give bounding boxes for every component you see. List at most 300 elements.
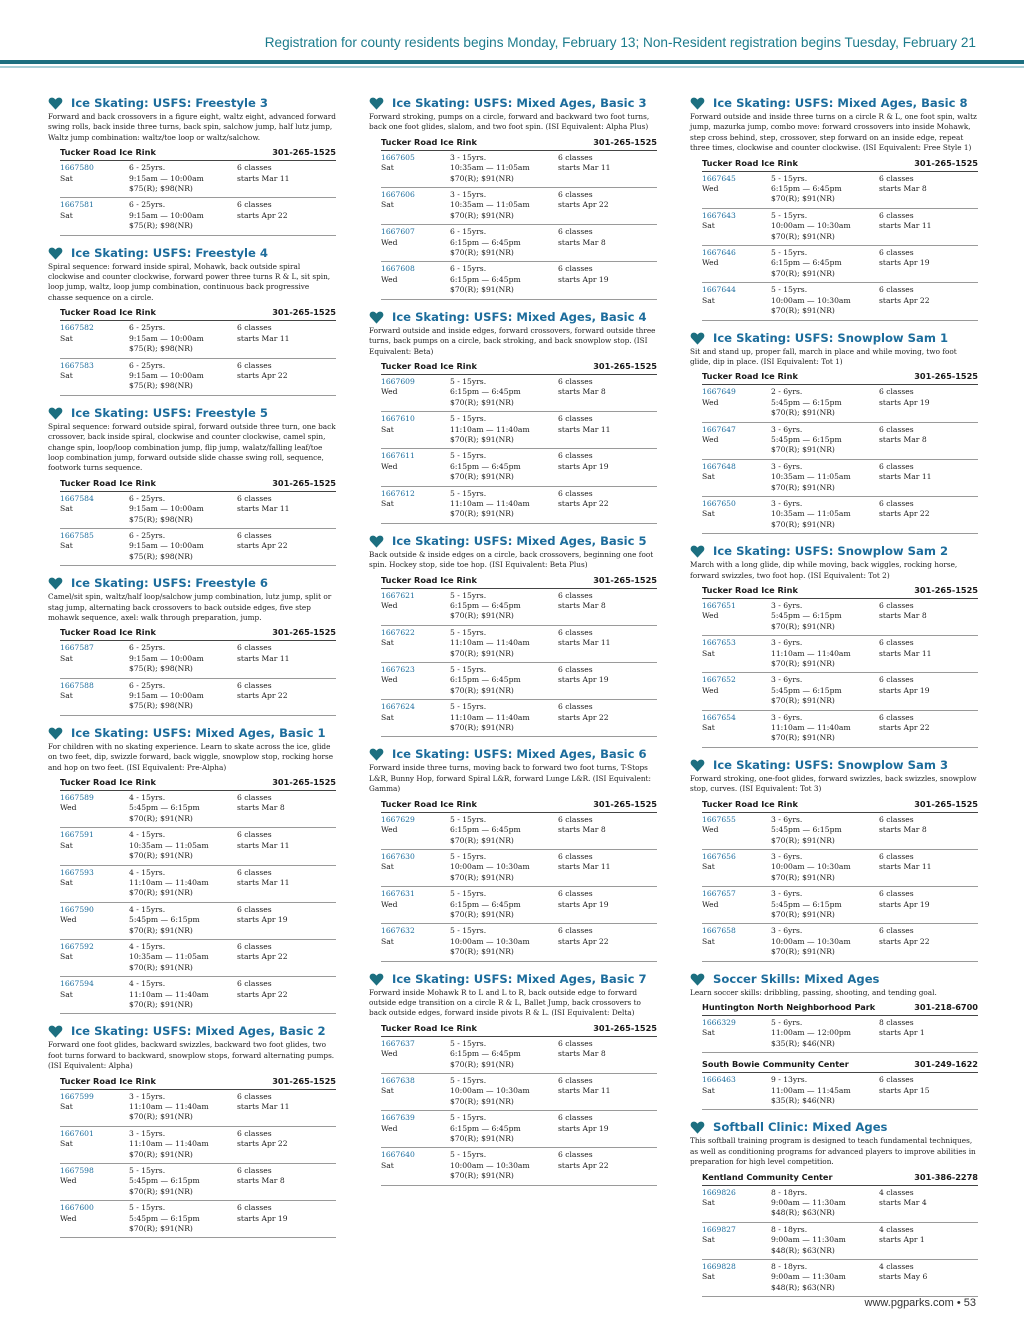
entry-code-day [60,361,129,392]
entry-schedule [558,227,657,258]
course-time: 10:00am — 10:30am [450,1160,530,1170]
program-section [48,406,336,566]
location-phone: 301-265-1525 [593,574,657,585]
course-start: starts Apr 22 [879,509,930,519]
entry-schedule [558,1113,657,1144]
program-title [690,544,978,559]
course-code: 1667622 [381,627,415,637]
class-entry [702,283,978,320]
location-phone: 301-265-1525 [272,307,336,318]
course-time: 6:15pm — 6:45pm [771,258,842,268]
registration-notice: Registration for county residents begins Monday, February 13; Non-Resident registration begins Tuesday, February 21 [264,35,976,50]
course-fee: $48(R); $63(NR) [771,1208,835,1218]
course-time: 11:10am — 11:40am [129,1139,209,1149]
location-phone: 301-265-1525 [272,627,336,638]
program-title [690,96,978,111]
course-ages: 3 - 15yrs. [129,1128,166,1138]
entry-code-day [60,905,129,936]
entry-code-day [702,462,771,493]
entry-details [771,852,879,883]
course-classes: 6 classes [558,264,593,274]
course-time: 9:15am — 10:00am [129,691,204,701]
entry-code-day [702,211,771,242]
course-fee: $70(R); $91(NR) [129,962,193,972]
course-ages: 6 - 25yrs. [129,643,166,653]
entry-details [129,323,237,354]
entry-code-day [702,638,771,669]
class-entry [381,850,657,887]
class-entry [381,924,657,961]
heart-icon [369,534,384,549]
course-code: 1667624 [381,702,415,712]
course-day: Wed [381,461,398,471]
course-fee: $70(R); $91(NR) [450,210,514,220]
class-entry [60,1164,336,1201]
course-fee: $70(R); $91(NR) [771,872,835,882]
class-entry [702,209,978,246]
course-time: 10:00am — 10:30am [771,221,851,231]
course-time: 10:00am — 10:30am [771,295,851,305]
course-time: 10:00am — 10:30am [771,862,851,872]
course-start: starts Mar 8 [879,611,927,621]
program-title [369,534,657,549]
course-day: Wed [381,274,398,284]
course-ages: 3 - 15yrs. [450,152,487,162]
course-ages: 5 - 15yrs. [450,1113,487,1123]
course-start: starts Apr 19 [879,685,930,695]
course-day: Sat [702,1272,715,1282]
entry-schedule [237,531,336,562]
course-ages: 3 - 6yrs. [771,814,803,824]
entry-details [129,531,237,562]
course-day: Sat [60,541,73,551]
location-name: Tucker Road Ice Rink [702,157,798,168]
course-classes: 6 classes [879,814,914,824]
entry-code-day [60,643,129,674]
location-name: Tucker Road Ice Rink [702,798,798,809]
course-ages: 3 - 6yrs. [771,601,803,610]
course-fee: $75(R); $98(NR) [129,184,193,194]
class-entry [60,679,336,716]
location-name: Tucker Road Ice Rink [60,477,156,488]
course-time: 9:15am — 10:00am [129,504,204,514]
entry-details [129,793,237,824]
course-fee: $75(R); $98(NR) [129,551,193,561]
entry-details [129,1166,237,1197]
entry-details [771,462,879,493]
course-fee: $75(R); $98(NR) [129,664,193,674]
course-ages: 4 - 15yrs. [129,830,166,840]
entry-details [771,1225,879,1256]
course-day: Sat [381,712,394,722]
class-entry [381,663,657,700]
course-classes: 6 classes [558,227,593,237]
course-code: 1667608 [381,264,415,274]
entry-schedule [558,451,657,482]
course-time: 9:00am — 11:30am [771,1198,846,1208]
course-ages: 4 - 15yrs. [129,793,166,803]
program-description: Forward stroking, one-foot glides, forward swizzles, back swizzles, snowplow stop, curves. (ISI Equivalent: Tot 3) [690,773,977,794]
course-ages: 5 - 15yrs. [771,248,808,258]
course-code: 1667647 [702,424,736,434]
location-header [60,147,336,161]
course-fee: $70(R); $91(NR) [450,509,514,519]
entry-code-day [381,852,450,883]
course-day: Sat [60,333,73,343]
course-start: starts Mar 8 [558,1049,606,1059]
course-start: starts Mar 8 [879,434,927,444]
program-title [369,972,657,987]
entry-details [450,815,558,846]
program-title [690,331,978,346]
program-title-text: Ice Skating: USFS: Snowplow Sam 1 [713,330,949,345]
program-description: Back outside & inside edges on a circle, back crossovers, beginning one foot spin. Hockey stop, side toe hop. (ISI Equivalent: Beta Plus) [369,549,654,570]
course-fee: $70(R); $91(NR) [129,888,193,898]
entry-code-day [60,1092,129,1123]
entry-code-day [702,926,771,957]
course-classes: 6 classes [237,530,272,540]
course-day: Sat [381,638,394,648]
entry-details [771,387,879,418]
entry-details [450,889,558,920]
course-code: 1667639 [381,1113,415,1123]
entry-details [129,494,237,525]
entry-details [771,425,879,456]
course-day: Wed [381,237,398,247]
course-start: starts Apr 19 [879,899,930,909]
class-entry [702,497,978,534]
course-ages: 6 - 25yrs. [129,323,166,333]
course-start: starts Mar 11 [879,862,932,872]
class-entry [60,791,336,828]
entry-code-day [60,681,129,712]
entry-details [450,190,558,221]
course-day: Wed [60,1176,77,1186]
program-section [369,96,657,300]
course-code: 1667583 [60,360,94,370]
program-description: Forward inside three turns, moving back to forward two foot turns, T-Stops L&R, Bunny Hop, forward Spiral L&R, forward Lunge L&R. (ISI Equivalent: Gamma) [369,763,651,794]
entry-schedule [879,1018,978,1049]
class-entry [381,1111,657,1148]
entry-schedule [558,1150,657,1181]
course-classes: 6 classes [558,488,593,498]
course-day: Wed [60,915,77,925]
location-name: Tucker Road Ice Rink [381,1022,477,1033]
course-start: starts Apr 22 [237,952,288,962]
entry-code-day [702,601,771,632]
entry-code-day [702,1225,771,1256]
course-ages: 6 - 25yrs. [129,163,166,173]
entry-schedule [237,1166,336,1197]
entry-code-day [60,1129,129,1160]
entry-details [771,713,879,744]
location-phone: 301-265-1525 [272,777,336,788]
class-entry [702,1073,978,1110]
program-title-text: Ice Skating: USFS: Mixed Ages, Basic 5 [392,533,647,548]
course-code: 1667623 [381,665,415,675]
entry-details [129,643,237,674]
course-fee: $70(R); $91(NR) [771,519,835,529]
course-ages: 2 - 6yrs. [771,387,803,397]
entry-code-day [702,499,771,530]
course-start: starts Apr 19 [879,397,930,407]
course-fee: $70(R); $91(NR) [129,1149,193,1159]
course-time: 10:00am — 10:30am [450,862,530,872]
entry-schedule [558,926,657,957]
course-ages: 4 - 15yrs. [129,904,166,914]
course-day: Sat [702,221,715,231]
entry-schedule [558,628,657,659]
course-code: 1669827 [702,1224,736,1234]
class-entry [702,1260,978,1297]
entry-details [129,361,237,392]
course-ages: 6 - 15yrs. [450,227,487,237]
course-ages: 5 - 15yrs. [129,1203,166,1213]
course-code: 1667610 [381,414,415,424]
course-start: starts Apr 19 [558,1123,609,1133]
entry-schedule [237,163,336,194]
program-title-text: Ice Skating: USFS: Freestyle 3 [71,96,268,110]
course-time: 5:45pm — 6:15pm [771,685,842,695]
program-title-text: Ice Skating: USFS: Freestyle 6 [71,576,268,591]
course-start: starts Apr 22 [879,295,930,305]
program-section [48,576,336,716]
course-start: starts Mar 8 [558,825,606,835]
heart-icon [369,972,384,987]
class-entry [60,940,336,977]
class-entry [702,711,978,748]
location-header [381,137,657,151]
course-fee: $70(R); $91(NR) [771,306,835,316]
entry-schedule [558,264,657,295]
class-entry [60,1127,336,1164]
course-time: 5:45pm — 6:15pm [771,825,842,835]
course-fee: $70(R); $91(NR) [450,685,514,695]
course-ages: 3 - 6yrs. [771,461,803,471]
course-fee: $75(R); $98(NR) [129,221,193,231]
course-ages: 8 - 18yrs. [771,1187,808,1197]
course-fee: $70(R); $91(NR) [450,648,514,658]
course-classes: 6 classes [237,200,272,210]
entry-details [129,200,237,231]
entry-code-day [60,1203,129,1234]
course-ages: 8 - 18yrs. [771,1262,808,1272]
location-name: South Bowie Community Center [702,1059,849,1070]
course-code: 1667591 [60,830,94,840]
course-ages: 3 - 15yrs. [129,1091,166,1101]
entry-schedule [558,377,657,408]
course-code: 1667652 [702,675,736,685]
class-entry [702,1016,978,1053]
course-classes: 6 classes [237,163,272,173]
class-entry [381,412,657,449]
class-entry [702,924,978,961]
course-classes: 6 classes [237,1166,272,1176]
course-fee: $70(R); $91(NR) [771,231,835,241]
location-phone: 301-265-1525 [593,136,657,147]
heart-icon [690,972,705,987]
entry-schedule [558,414,657,445]
course-classes: 6 classes [879,638,914,648]
course-code: 1667589 [60,793,94,803]
course-time: 10:00am — 10:30am [450,1086,530,1096]
class-entry [60,866,336,903]
entry-details [450,153,558,184]
course-start: starts Mar 11 [237,1102,290,1111]
class-entry [60,161,336,198]
course-fee: $75(R); $98(NR) [129,701,193,711]
course-classes: 6 classes [237,867,272,877]
course-code: 1667588 [60,680,94,690]
class-entry [381,626,657,663]
course-code: 1667655 [702,814,736,824]
course-start: starts Apr 19 [558,461,609,471]
course-classes: 6 classes [558,414,593,424]
course-day: Sat [60,1139,73,1149]
entry-schedule [558,190,657,221]
entry-details [450,414,558,445]
entry-details [771,926,879,957]
location-header [702,371,978,385]
program-section [690,544,978,748]
program-description: Spiral sequence: forward outside spiral, forward outside three turn, one back crossover, back inside spiral, clockwise and counter clockwise, camel spin, change spin, loop/loop combination jump, flip jump, walatz/falling leaf/toe loop combination jump, forward outside slide chasse swing roll, sequence, footwork turns sequence. [48,421,336,473]
course-start: starts Mar 8 [558,387,606,397]
course-day: Wed [702,434,719,444]
course-fee: $70(R); $91(NR) [771,696,835,706]
course-fee: $35(R); $46(NR) [771,1038,835,1048]
entry-schedule [558,1076,657,1107]
entry-code-day [702,1075,771,1106]
course-classes: 6 classes [879,461,914,471]
entry-details [771,1018,879,1049]
course-code: 1667592 [60,941,94,951]
location-name: Tucker Road Ice Rink [381,798,477,809]
course-time: 9:15am — 10:00am [129,210,204,220]
course-day: Wed [381,601,398,610]
course-start: starts Mar 11 [558,163,611,173]
class-entry [381,487,657,524]
course-start: starts Apr 22 [558,200,609,210]
location-header [60,478,336,492]
program-title [369,747,657,762]
course-day: Sat [702,1085,715,1095]
course-start: starts Mar 11 [237,333,290,343]
program-title [369,96,657,111]
course-fee: $70(R); $91(NR) [771,909,835,919]
course-start: starts Apr 22 [237,210,288,220]
course-fee: $70(R); $91(NR) [450,611,514,621]
entry-schedule [237,200,336,231]
class-entry [702,246,978,283]
entry-code-day [381,628,450,659]
class-entry [381,1148,657,1185]
course-classes: 6 classes [237,1091,272,1101]
class-entry [60,198,336,235]
course-day: Sat [381,936,394,946]
program-section [369,534,657,738]
course-day: Sat [702,1028,715,1038]
class-entry [702,1186,978,1223]
course-classes: 6 classes [558,889,593,899]
course-ages: 6 - 25yrs. [129,680,166,690]
entry-code-day [60,323,129,354]
heart-icon [48,96,63,111]
location-phone: 301-386-2278 [914,1171,978,1182]
location-header [702,158,978,172]
course-time: 11:10am — 11:40am [771,723,851,733]
course-code: 1667609 [381,376,415,386]
course-code: 1667612 [381,488,415,498]
course-code: 1667584 [60,493,94,503]
entry-details [450,1150,558,1181]
program-title-text: Ice Skating: USFS: Mixed Ages, Basic 8 [713,96,968,110]
course-day: Sat [381,862,394,872]
program-title [48,1024,336,1039]
location-name: Tucker Road Ice Rink [381,360,477,371]
course-fee: $70(R); $91(NR) [129,851,193,861]
entry-schedule [237,1129,336,1160]
course-time: 10:35am — 11:05am [450,163,530,173]
entry-schedule [879,601,978,632]
location-phone: 301-265-1525 [272,477,336,488]
entry-schedule [879,285,978,316]
course-classes: 6 classes [879,712,914,722]
entry-code-day [381,1113,450,1144]
course-day: Sat [381,1086,394,1096]
course-classes: 6 classes [558,590,593,600]
program-title-text: Ice Skating: USFS: Mixed Ages, Basic 7 [392,971,647,986]
entry-details [129,830,237,861]
course-time: 10:00am — 10:30am [771,936,851,946]
entry-schedule [879,387,978,418]
course-start: starts Mar 11 [879,221,932,231]
class-entry [381,375,657,412]
course-start: starts Apr 22 [237,370,288,380]
course-ages: 5 - 15yrs. [450,488,487,498]
course-ages: 5 - 15yrs. [450,451,487,461]
class-entry [702,172,978,209]
entry-schedule [237,868,336,899]
course-fee: $70(R); $91(NR) [450,285,514,295]
entry-details [450,489,558,520]
heart-icon [369,747,384,762]
class-entry [702,423,978,460]
course-fee: $70(R); $91(NR) [129,925,193,935]
class-entry [702,887,978,924]
course-start: starts Apr 19 [237,915,288,925]
course-start: starts Mar 11 [558,424,611,434]
entry-details [771,1262,879,1293]
course-ages: 5 - 6yrs. [771,1017,803,1027]
course-fee: $70(R); $91(NR) [771,659,835,669]
entry-schedule [237,830,336,861]
course-day: Sat [702,472,715,482]
location-header [702,1059,978,1073]
course-time: 10:35am — 11:05am [771,509,851,519]
location-header [381,1023,657,1037]
course-fee: $70(R); $91(NR) [450,472,514,482]
location-name: Huntington North Neighborhood Park [702,1001,876,1012]
program-title [48,96,336,111]
course-start: starts Mar 8 [879,825,927,835]
course-ages: 5 - 15yrs. [450,889,487,899]
course-code: 1669828 [702,1262,736,1272]
heart-icon [690,96,705,111]
course-ages: 5 - 15yrs. [450,627,487,637]
course-start: starts Apr 22 [237,691,288,701]
course-fee: $70(R); $91(NR) [450,1096,514,1106]
course-fee: $70(R); $91(NR) [771,268,835,278]
